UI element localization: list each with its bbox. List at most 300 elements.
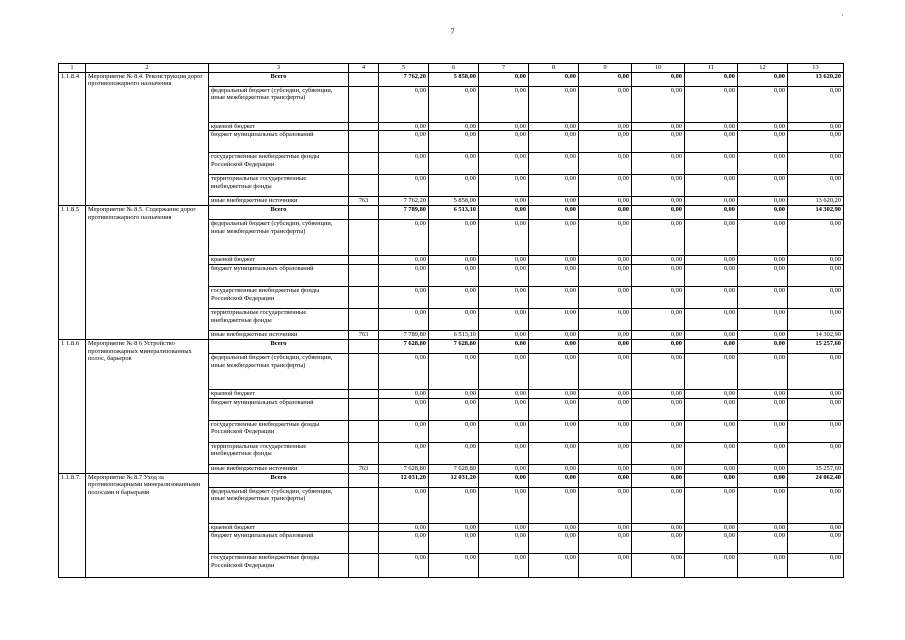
value-cell: 0,00 <box>429 153 479 175</box>
column-4-code <box>349 420 379 442</box>
value-cell: 0,00 <box>479 340 529 354</box>
value-cell: 0,00 <box>788 287 844 309</box>
value-cell: 0,00 <box>379 256 429 265</box>
column-4-code <box>349 206 379 220</box>
value-cell: 0,00 <box>788 265 844 287</box>
column-4-code <box>349 442 379 464</box>
value-cell: 0,00 <box>579 206 632 220</box>
header-cell: 1 <box>59 64 86 73</box>
value-cell: 12 031,20 <box>429 473 479 487</box>
column-4-code: 763 <box>349 197 379 206</box>
funding-source: иные внебюджетные источники <box>209 464 349 473</box>
measure-code: 1 1.8.5 <box>59 206 86 340</box>
value-cell: 0,00 <box>479 265 529 287</box>
value-cell: 0,00 <box>479 197 529 206</box>
value-cell: 0,00 <box>529 86 579 122</box>
value-cell: 0,00 <box>529 175 579 197</box>
value-cell: 0,00 <box>479 487 529 523</box>
header-cell: 8 <box>529 64 579 73</box>
value-cell: 0,00 <box>379 442 429 464</box>
value-cell: 0,00 <box>529 464 579 473</box>
column-4-code <box>349 390 379 399</box>
value-cell: 0,00 <box>632 464 685 473</box>
value-cell: 0,00 <box>685 72 738 86</box>
value-cell: 0,00 <box>579 175 632 197</box>
value-cell: 0,00 <box>685 220 738 256</box>
value-cell: 15 257,60 <box>788 340 844 354</box>
value-cell: 0,00 <box>788 554 844 578</box>
funding-source: краевой бюджет <box>209 523 349 532</box>
header-cell: 3 <box>209 64 349 73</box>
value-cell: 0,00 <box>632 554 685 578</box>
value-cell: 0,00 <box>788 354 844 390</box>
value-cell: 0,00 <box>685 256 738 265</box>
column-4-code <box>349 265 379 287</box>
value-cell: 0,00 <box>632 153 685 175</box>
value-cell: 0,00 <box>685 122 738 131</box>
value-cell: 0,00 <box>429 122 479 131</box>
value-cell: 0,00 <box>379 265 429 287</box>
measure-code: 1.1.8.7. <box>59 473 86 578</box>
value-cell: 0,00 <box>429 175 479 197</box>
funding-source: иные внебюджетные источники <box>209 331 349 340</box>
value-cell: 0,00 <box>529 256 579 265</box>
value-cell: 0,00 <box>479 309 529 331</box>
value-cell: 0,00 <box>738 72 788 86</box>
value-cell: 0,00 <box>579 398 632 420</box>
value-cell: 0,00 <box>379 420 429 442</box>
value-cell: 0,00 <box>479 331 529 340</box>
value-cell: 0,00 <box>685 473 738 487</box>
value-cell: 0,00 <box>379 398 429 420</box>
column-4-code <box>349 72 379 86</box>
value-cell: 0,00 <box>529 532 579 554</box>
value-cell: 0,00 <box>479 122 529 131</box>
funding-source: бюджет муниципальных образований <box>209 532 349 554</box>
funding-source: федеральный бюджет (субсидии, субвенции, иные межбюджетные трансферты) <box>209 220 349 256</box>
value-cell: 0,00 <box>379 153 429 175</box>
value-cell: 0,00 <box>379 390 429 399</box>
column-4-code: 763 <box>349 331 379 340</box>
value-cell: 0,00 <box>788 220 844 256</box>
value-cell: 0,00 <box>579 442 632 464</box>
value-cell: 0,00 <box>529 442 579 464</box>
value-cell: 0,00 <box>429 220 479 256</box>
table-row <box>59 206 844 220</box>
header-row <box>59 64 844 73</box>
column-4-code <box>349 153 379 175</box>
value-cell: 0,00 <box>632 442 685 464</box>
value-cell: 0,00 <box>632 175 685 197</box>
measure-code: 1.1.8.4 <box>59 72 86 206</box>
funding-source: иные внебюджетные источники <box>209 197 349 206</box>
value-cell: 0,00 <box>685 354 738 390</box>
value-cell: 0,00 <box>632 340 685 354</box>
value-cell: 0,00 <box>685 153 738 175</box>
value-cell: 0,00 <box>479 206 529 220</box>
value-cell: 0,00 <box>479 131 529 153</box>
value-cell: 7 628,80 <box>429 464 479 473</box>
header-cell: 11 <box>685 64 738 73</box>
value-cell: 7 628,80 <box>429 340 479 354</box>
value-cell: 0,00 <box>429 354 479 390</box>
value-cell: 0,00 <box>379 220 429 256</box>
value-cell: 0,00 <box>579 122 632 131</box>
value-cell: 0,00 <box>529 420 579 442</box>
value-cell: 0,00 <box>738 131 788 153</box>
value-cell: 0,00 <box>738 309 788 331</box>
value-cell: 0,00 <box>579 131 632 153</box>
funding-source: государственные внебюджетные фонды Российской Федерации <box>209 287 349 309</box>
value-cell: 0,00 <box>632 420 685 442</box>
header-cell: 10 <box>632 64 685 73</box>
funding-source: государственные внебюджетные фонды Российской Федерации <box>209 554 349 578</box>
value-cell: 0,00 <box>738 473 788 487</box>
measure-name: Мероприятие № 8.4. Реконструкция дорог противопожарного назначения <box>86 72 209 206</box>
value-cell: 0,00 <box>788 131 844 153</box>
value-cell: 7 628,80 <box>379 340 429 354</box>
value-cell: 0,00 <box>685 390 738 399</box>
value-cell: 0,00 <box>529 473 579 487</box>
value-cell: 0,00 <box>429 442 479 464</box>
value-cell: 0,00 <box>529 523 579 532</box>
value-cell: 0,00 <box>579 309 632 331</box>
value-cell: 0,00 <box>479 175 529 197</box>
budget-table <box>58 63 844 578</box>
value-cell: 0,00 <box>429 390 479 399</box>
column-4-code <box>349 354 379 390</box>
measure-name: Мероприятие № 8.7 Уход за противопожарными минерализованными полосами и барьерами <box>86 473 209 578</box>
value-cell: 0,00 <box>529 487 579 523</box>
value-cell: 0,00 <box>788 309 844 331</box>
value-cell: 0,00 <box>788 487 844 523</box>
value-cell: 0,00 <box>632 265 685 287</box>
value-cell: 0,00 <box>479 464 529 473</box>
value-cell: 0,00 <box>632 390 685 399</box>
value-cell: 0,00 <box>529 398 579 420</box>
table-row <box>59 473 844 487</box>
value-cell: 0,00 <box>632 398 685 420</box>
value-cell: 0,00 <box>579 420 632 442</box>
header-cell: 13 <box>788 64 844 73</box>
value-cell: 0,00 <box>429 487 479 523</box>
value-cell: 0,00 <box>632 532 685 554</box>
value-cell: 0,00 <box>632 473 685 487</box>
value-cell: 0,00 <box>529 354 579 390</box>
column-4-code <box>349 131 379 153</box>
value-cell: 0,00 <box>529 220 579 256</box>
value-cell: 0,00 <box>632 206 685 220</box>
measure-name: Мероприятие № 8 6 Устройство противопожарных минерализованных полос, барьеров <box>86 340 209 474</box>
value-cell: 0,00 <box>579 287 632 309</box>
column-4-code <box>349 86 379 122</box>
column-4-code <box>349 398 379 420</box>
value-cell: 0,00 <box>579 554 632 578</box>
header-cell: 9 <box>579 64 632 73</box>
value-cell: 0,00 <box>379 487 429 523</box>
value-cell: 0,00 <box>738 206 788 220</box>
value-cell: 0,00 <box>379 122 429 131</box>
value-cell: 0,00 <box>632 523 685 532</box>
value-cell: 0,00 <box>479 398 529 420</box>
page-number: 7 <box>450 27 455 36</box>
measure-name: Мероприятие № 8.5. Содержание дорог противопожарного назначения <box>86 206 209 340</box>
value-cell: 0,00 <box>788 398 844 420</box>
value-cell: 0,00 <box>738 532 788 554</box>
column-4-code <box>349 523 379 532</box>
value-cell: 0,00 <box>579 354 632 390</box>
column-4-code <box>349 532 379 554</box>
value-cell: 0,00 <box>738 331 788 340</box>
funding-source: территориальные государственные внебюджетные фонды <box>209 442 349 464</box>
funding-source: территориальные государственные внебюджетные фонды <box>209 309 349 331</box>
value-cell: 0,00 <box>579 390 632 399</box>
value-cell: 0,00 <box>579 220 632 256</box>
funding-source: федеральный бюджет (субсидии, субвенции, иные межбюджетные трансферты) <box>209 487 349 523</box>
header-cell: 4 <box>349 64 379 73</box>
value-cell: 0,00 <box>738 86 788 122</box>
value-cell: 0,00 <box>685 175 738 197</box>
column-4-code <box>349 122 379 131</box>
funding-source: территориальные государственные внебюджетные фонды <box>209 175 349 197</box>
column-4-code <box>349 309 379 331</box>
value-cell: 0,00 <box>529 206 579 220</box>
value-cell: 0,00 <box>529 197 579 206</box>
value-cell: 0,00 <box>479 420 529 442</box>
value-cell: 24 062,40 <box>788 473 844 487</box>
value-cell: 0,00 <box>738 256 788 265</box>
value-cell: 0,00 <box>379 523 429 532</box>
table-row <box>59 72 844 86</box>
value-cell: 0,00 <box>685 442 738 464</box>
value-cell: 0,00 <box>685 523 738 532</box>
value-cell: 0,00 <box>788 523 844 532</box>
value-cell: 0,00 <box>579 265 632 287</box>
value-cell: 0,00 <box>529 309 579 331</box>
value-cell: 0,00 <box>738 442 788 464</box>
value-cell: 0,00 <box>788 532 844 554</box>
value-cell: 0,00 <box>788 86 844 122</box>
value-cell: 0,00 <box>685 487 738 523</box>
value-cell: 0,00 <box>579 153 632 175</box>
value-cell: 0,00 <box>529 554 579 578</box>
funding-source: Всего <box>209 473 349 487</box>
value-cell: 0,00 <box>529 265 579 287</box>
value-cell: 0,00 <box>579 256 632 265</box>
value-cell: 0,00 <box>579 86 632 122</box>
value-cell: 0,00 <box>579 473 632 487</box>
column-4-code: 763 <box>349 464 379 473</box>
funding-source: федеральный бюджет (субсидии, субвенции, иные межбюджетные трансферты) <box>209 354 349 390</box>
value-cell: 0,00 <box>429 265 479 287</box>
value-cell: 0,00 <box>529 340 579 354</box>
value-cell: 0,00 <box>379 309 429 331</box>
funding-source: государственные внебюджетные фонды Российской Федерации <box>209 420 349 442</box>
value-cell: 0,00 <box>579 340 632 354</box>
value-cell: 5 858,00 <box>429 72 479 86</box>
value-cell: 13 620,20 <box>788 72 844 86</box>
value-cell: 5 858,00 <box>429 197 479 206</box>
value-cell: 0,00 <box>529 331 579 340</box>
value-cell: 0,00 <box>738 197 788 206</box>
value-cell: 0,00 <box>738 287 788 309</box>
column-4-code <box>349 487 379 523</box>
funding-source: федеральный бюджет (субсидии, субвенции, иные межбюджетные трансферты) <box>209 86 349 122</box>
value-cell: 0,00 <box>788 420 844 442</box>
value-cell: 6 513,10 <box>429 206 479 220</box>
header-cell: 2 <box>86 64 209 73</box>
value-cell: 0,00 <box>685 420 738 442</box>
value-cell: 0,00 <box>479 523 529 532</box>
value-cell: 0,00 <box>632 354 685 390</box>
value-cell: 0,00 <box>738 153 788 175</box>
value-cell: 13 620,20 <box>788 197 844 206</box>
value-cell: 7 628,80 <box>379 464 429 473</box>
value-cell: 0,00 <box>429 131 479 153</box>
value-cell: 0,00 <box>788 153 844 175</box>
value-cell: 0,00 <box>579 197 632 206</box>
value-cell: 0,00 <box>788 442 844 464</box>
value-cell: 0,00 <box>632 122 685 131</box>
value-cell: 0,00 <box>429 554 479 578</box>
value-cell: 0,00 <box>738 554 788 578</box>
table-row <box>59 340 844 354</box>
funding-source: бюджет муниципальных образований <box>209 265 349 287</box>
value-cell: 0,00 <box>579 331 632 340</box>
value-cell: 0,00 <box>479 86 529 122</box>
value-cell: 0,00 <box>579 72 632 86</box>
value-cell: 0,00 <box>788 390 844 399</box>
value-cell: 0,00 <box>632 86 685 122</box>
column-4-code <box>349 256 379 265</box>
value-cell: 0,00 <box>632 287 685 309</box>
value-cell: 0,00 <box>685 131 738 153</box>
value-cell: 0,00 <box>529 72 579 86</box>
value-cell: 0,00 <box>529 131 579 153</box>
value-cell: 0,00 <box>379 532 429 554</box>
value-cell: 0,00 <box>738 220 788 256</box>
value-cell: 0,00 <box>379 354 429 390</box>
value-cell: 0,00 <box>685 331 738 340</box>
value-cell: 0,00 <box>738 390 788 399</box>
value-cell: 0,00 <box>479 256 529 265</box>
column-4-code <box>349 175 379 197</box>
value-cell: 0,00 <box>685 206 738 220</box>
value-cell: 0,00 <box>479 354 529 390</box>
value-cell: 0,00 <box>579 487 632 523</box>
value-cell: 0,00 <box>632 256 685 265</box>
value-cell: 14 302,90 <box>788 331 844 340</box>
value-cell: 7 762,20 <box>379 197 429 206</box>
value-cell: 0,00 <box>632 309 685 331</box>
value-cell: 12 031,20 <box>379 473 429 487</box>
column-4-code <box>349 220 379 256</box>
funding-source: Всего <box>209 340 349 354</box>
funding-source: краевой бюджет <box>209 256 349 265</box>
value-cell: 0,00 <box>632 220 685 256</box>
value-cell: 0,00 <box>379 86 429 122</box>
value-cell: 0,00 <box>788 256 844 265</box>
funding-source: бюджет муниципальных образований <box>209 131 349 153</box>
funding-source: краевой бюджет <box>209 390 349 399</box>
value-cell: 6 513,10 <box>429 331 479 340</box>
header-cell: 7 <box>479 64 529 73</box>
value-cell: 0,00 <box>379 131 429 153</box>
value-cell: 0,00 <box>579 464 632 473</box>
value-cell: 0,00 <box>429 420 479 442</box>
value-cell: 0,00 <box>479 287 529 309</box>
value-cell: 0,00 <box>529 153 579 175</box>
value-cell: 0,00 <box>738 420 788 442</box>
value-cell: 0,00 <box>479 153 529 175</box>
value-cell: 0,00 <box>429 86 479 122</box>
value-cell: 0,00 <box>738 464 788 473</box>
value-cell: 0,00 <box>632 131 685 153</box>
value-cell: 0,00 <box>379 175 429 197</box>
value-cell: 0,00 <box>685 197 738 206</box>
value-cell: 0,00 <box>429 256 479 265</box>
funding-source: бюджет муниципальных образований <box>209 398 349 420</box>
value-cell: 0,00 <box>479 72 529 86</box>
value-cell: 0,00 <box>379 554 429 578</box>
value-cell: 14 302,90 <box>788 206 844 220</box>
value-cell: 15 257,60 <box>788 464 844 473</box>
funding-source: краевой бюджет <box>209 122 349 131</box>
value-cell: 0,00 <box>788 122 844 131</box>
value-cell: 0,00 <box>479 532 529 554</box>
value-cell: 0,00 <box>685 340 738 354</box>
value-cell: 0,00 <box>788 175 844 197</box>
value-cell: 0,00 <box>429 398 479 420</box>
value-cell: 7 762,20 <box>379 72 429 86</box>
column-4-code <box>349 554 379 578</box>
value-cell: 0,00 <box>685 554 738 578</box>
value-cell: 0,00 <box>529 390 579 399</box>
value-cell: 0,00 <box>579 523 632 532</box>
value-cell: 7 789,80 <box>379 331 429 340</box>
value-cell: 0,00 <box>429 532 479 554</box>
value-cell: 0,00 <box>479 390 529 399</box>
value-cell: 0,00 <box>429 309 479 331</box>
value-cell: 7 789,80 <box>379 206 429 220</box>
value-cell: 0,00 <box>738 354 788 390</box>
value-cell: 0,00 <box>479 442 529 464</box>
value-cell: 0,00 <box>685 86 738 122</box>
value-cell: 0,00 <box>529 287 579 309</box>
value-cell: 0,00 <box>429 287 479 309</box>
value-cell: 0,00 <box>479 473 529 487</box>
value-cell: 0,00 <box>529 122 579 131</box>
header-cell: 6 <box>429 64 479 73</box>
value-cell: 0,00 <box>632 72 685 86</box>
column-4-code <box>349 287 379 309</box>
value-cell: 0,00 <box>738 340 788 354</box>
measure-code: 1 1.8.6 <box>59 340 86 474</box>
column-4-code <box>349 473 379 487</box>
funding-source: государственные внебюджетные фонды Российской Федерации <box>209 153 349 175</box>
value-cell: 0,00 <box>738 398 788 420</box>
value-cell: 0,00 <box>685 398 738 420</box>
funding-source: Всего <box>209 72 349 86</box>
value-cell: 0,00 <box>632 197 685 206</box>
header-cell: 5 <box>379 64 429 73</box>
value-cell: 0,00 <box>738 122 788 131</box>
column-4-code <box>349 340 379 354</box>
value-cell: 0,00 <box>685 287 738 309</box>
value-cell: 0,00 <box>738 175 788 197</box>
value-cell: 0,00 <box>379 287 429 309</box>
value-cell: 0,00 <box>479 220 529 256</box>
